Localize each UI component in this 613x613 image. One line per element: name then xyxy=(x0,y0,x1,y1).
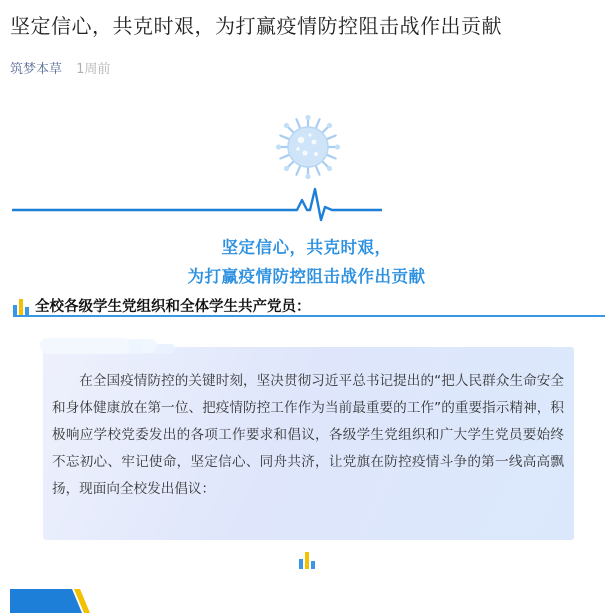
article-title: 坚定信心，共克时艰，为打赢疫情防控阻击战作出贡献 xyxy=(10,14,502,38)
author-link[interactable]: 筑梦本草 xyxy=(10,62,63,77)
bar-chart-icon xyxy=(13,295,31,317)
body-paragraph: 在全国疫情防控的关键时刻，坚决贯彻习近平总书记提出的“把人民群众生命安全和身体健康放在第一位、把疫情防控工作作为当前最重要的工作”的重要指示精神，积极响应学校党委发出的各项工作要求和倡议，各级学生党组织和广大学生党员要始终不忘初心、牢记使命，坚定信心、同舟共济，让党旗在防控疫情斗争的第一线高高飘扬，现面向全校发出倡议： xyxy=(52,373,564,497)
publish-time: 1周前 xyxy=(76,62,111,77)
article-meta xyxy=(10,58,110,77)
section-divider xyxy=(13,315,605,317)
snow-decoration xyxy=(40,338,130,354)
virus-icon xyxy=(276,115,340,179)
bar-chart-icon-small xyxy=(298,551,316,569)
banner-headline-line1: 坚定信心，共克时艰， xyxy=(221,238,392,257)
heartbeat-line-decoration xyxy=(12,186,382,226)
corner-decoration xyxy=(10,585,90,613)
banner-headline-line2: 为打赢疫情防控阻击战作出贡献 xyxy=(187,267,426,286)
section-heading: 全校各级学生党组织和全体学生共产党员： xyxy=(35,299,311,315)
